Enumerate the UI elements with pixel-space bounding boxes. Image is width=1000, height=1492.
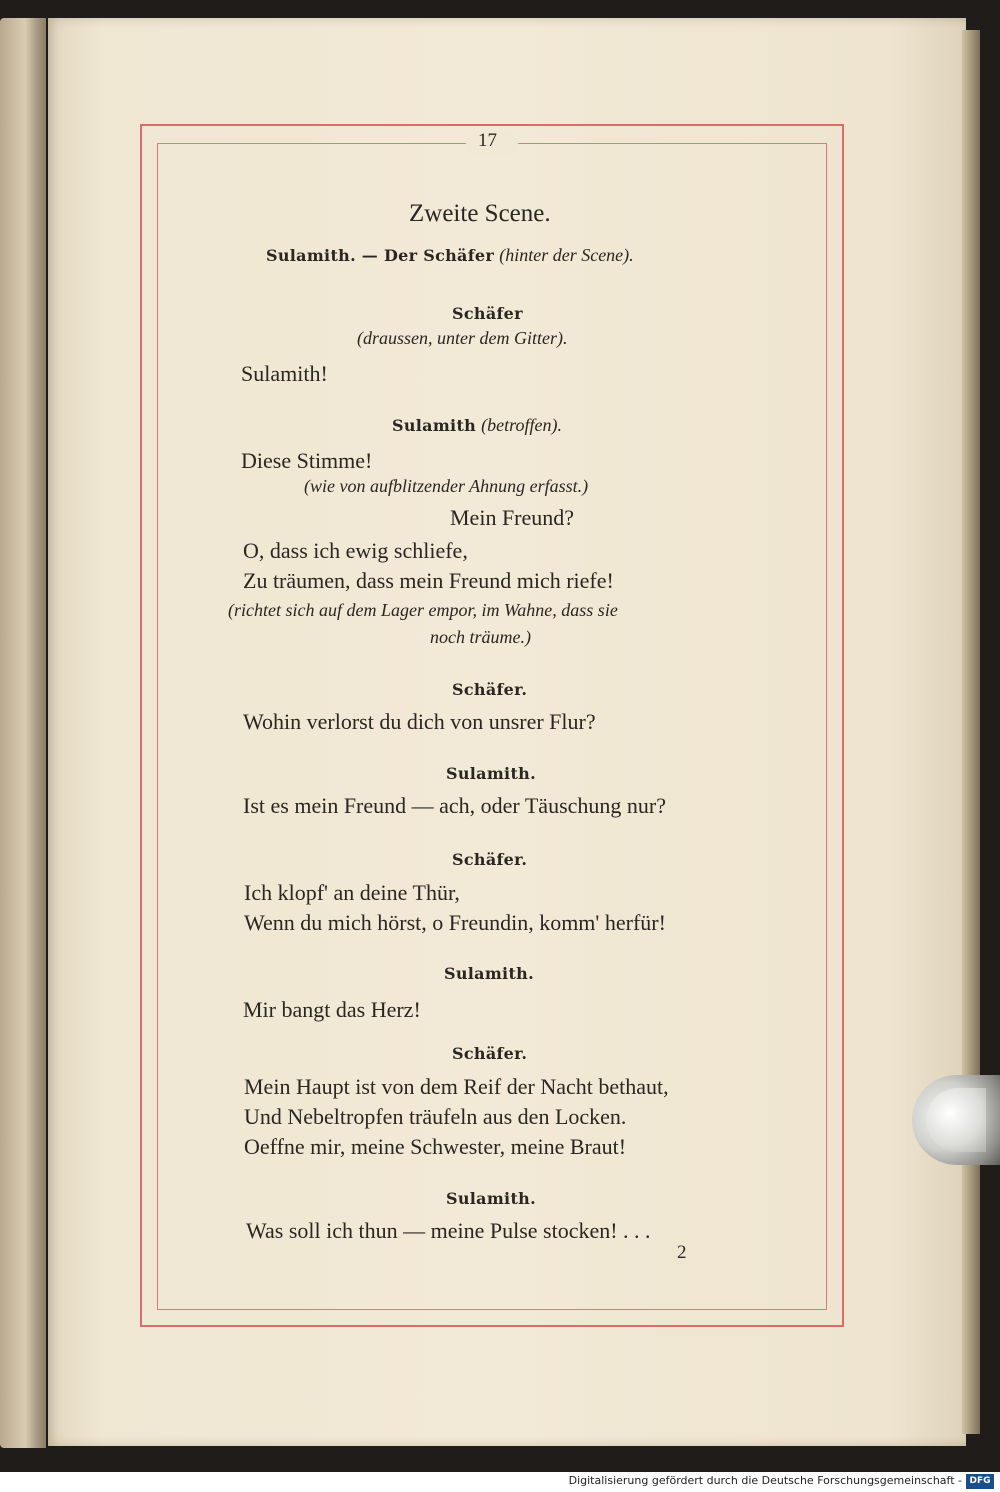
footer-credit: Digitalisierung gefördert durch die Deutsche Forschungsgemeinschaft - xyxy=(568,1474,962,1487)
book-left-page-edge xyxy=(0,18,46,1448)
speaker-name: Schäfer. xyxy=(452,680,528,699)
speaker-line xyxy=(392,415,562,436)
speaker-name: Schäfer. xyxy=(452,1044,528,1063)
verse-line: Diese Stimme! xyxy=(241,448,373,473)
book-clip-highlight xyxy=(926,1088,986,1152)
stage-direction: (wie von aufblitzender Ahnung erfasst.) xyxy=(304,476,589,496)
verse-line: Ich klopf' an deine Thür, xyxy=(244,880,460,905)
speaker-name: Sulamith. xyxy=(444,964,534,983)
speaker-name: Schäfer xyxy=(452,304,523,323)
speaker-direction: (betroffen). xyxy=(481,415,562,435)
cast-direction: (hinter der Scene). xyxy=(499,245,634,265)
cast-line xyxy=(266,245,634,266)
speaker-name: Sulamith xyxy=(392,416,477,435)
verse-line: Mir bangt das Herz! xyxy=(243,997,421,1022)
page-number: 17 xyxy=(478,130,497,151)
stage-direction: noch träume.) xyxy=(430,627,531,647)
verse-line: Mein Freund? xyxy=(450,505,575,530)
verse-line: Oeffne mir, meine Schwester, meine Braut! xyxy=(244,1134,627,1159)
verse-line: O, dass ich ewig schliefe, xyxy=(243,538,468,563)
verse-line: Und Nebeltropfen träufeln aus den Locken. xyxy=(244,1104,627,1129)
signature-mark: 2 xyxy=(677,1242,687,1263)
book-right-page-edge xyxy=(962,30,980,1434)
verse-line: Ist es mein Freund — ach, oder Täuschung nur? xyxy=(243,793,666,818)
verse-line: Wohin verlorst du dich von unsrer Flur? xyxy=(243,709,596,734)
verse-line: Was soll ich thun — meine Pulse stocken! . . . xyxy=(246,1218,651,1243)
verse-line: Sulamith! xyxy=(241,361,328,386)
cast-characters: Sulamith. — Der Schäfer xyxy=(266,246,495,265)
speaker-name: Sulamith. xyxy=(446,764,536,783)
scene-title: Zweite Scene. xyxy=(409,200,551,227)
dfg-logo-icon: DFG xyxy=(966,1474,994,1489)
stage-direction: (richtet sich auf dem Lager empor, im Wahne, dass sie xyxy=(228,600,618,620)
verse-line: Zu träumen, dass mein Freund mich riefe! xyxy=(243,568,614,593)
verse-line: Wenn du mich hörst, o Freundin, komm' herfür! xyxy=(244,910,666,935)
stage-direction: (draussen, unter dem Gitter). xyxy=(357,328,568,348)
speaker-name: Schäfer. xyxy=(452,850,528,869)
speaker-name: Sulamith. xyxy=(446,1189,536,1208)
verse-line: Mein Haupt ist von dem Reif der Nacht bethaut, xyxy=(244,1074,669,1099)
